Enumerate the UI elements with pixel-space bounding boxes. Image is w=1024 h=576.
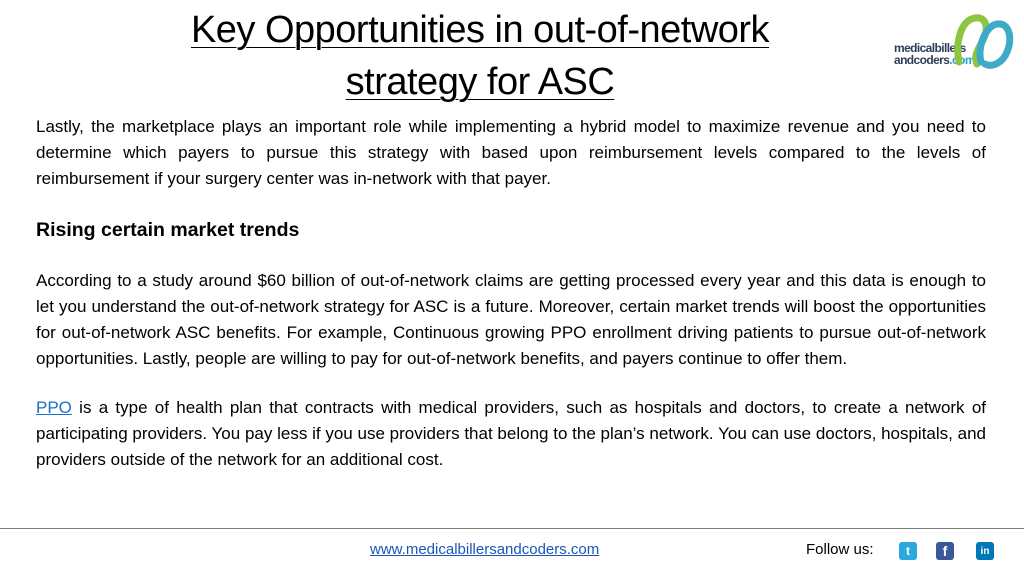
slide-body bbox=[36, 114, 986, 473]
title-line-2: strategy for ASC bbox=[345, 61, 615, 103]
footer-divider bbox=[0, 528, 1024, 529]
company-logo bbox=[890, 12, 1020, 72]
twitter-icon[interactable]: t bbox=[899, 542, 917, 560]
trends-paragraph: According to a study around $60 billion of out-of-network claims are getting processed every year and this data is enough to let you understand the out-of-network strategy for ASC is a future. Moreover, certain market trends will boost the opportunities for out-of-network ASC benefits. For example, Continuous growing PPO enrollment driving patients to pursue out-of-network opportunities. Lastly, people are willing to pay for out-of-network benefits, and payers continue to offer them. bbox=[36, 271, 986, 368]
intro-paragraph: Lastly, the marketplace plays an important role while implementing a hybrid model to maximize revenue and you need to determine which payers to pursue this strategy with based upon reimbursement levels compared to the levels of reimbursement if your surgery center was in-network with that payer. bbox=[36, 117, 986, 188]
website-link[interactable]: www.medicalbillersandcoders.com bbox=[370, 541, 600, 558]
section-heading: Rising certain market trends bbox=[36, 219, 300, 241]
facebook-icon[interactable]: f bbox=[936, 542, 954, 560]
ppo-paragraph bbox=[36, 395, 986, 473]
ppo-paragraph-text: is a type of health plan that contracts with medical providers, such as hospitals and doctors, to create a network of participating providers. You pay less if you use providers that belong to the plan’s network. You can use doctors, hospitals, and providers outside of the network for an additional cost. bbox=[36, 398, 986, 469]
logo-mark-icon bbox=[953, 12, 1015, 70]
ppo-link[interactable]: PPO bbox=[36, 398, 72, 417]
follow-us-label: Follow us: bbox=[806, 541, 874, 558]
title-line-1: Key Opportunities in out-of-network bbox=[190, 9, 770, 51]
linkedin-icon[interactable]: in bbox=[976, 542, 994, 560]
logo-wordmark: medicalbillers andcoders.com bbox=[894, 41, 975, 67]
page-title bbox=[130, 4, 830, 108]
